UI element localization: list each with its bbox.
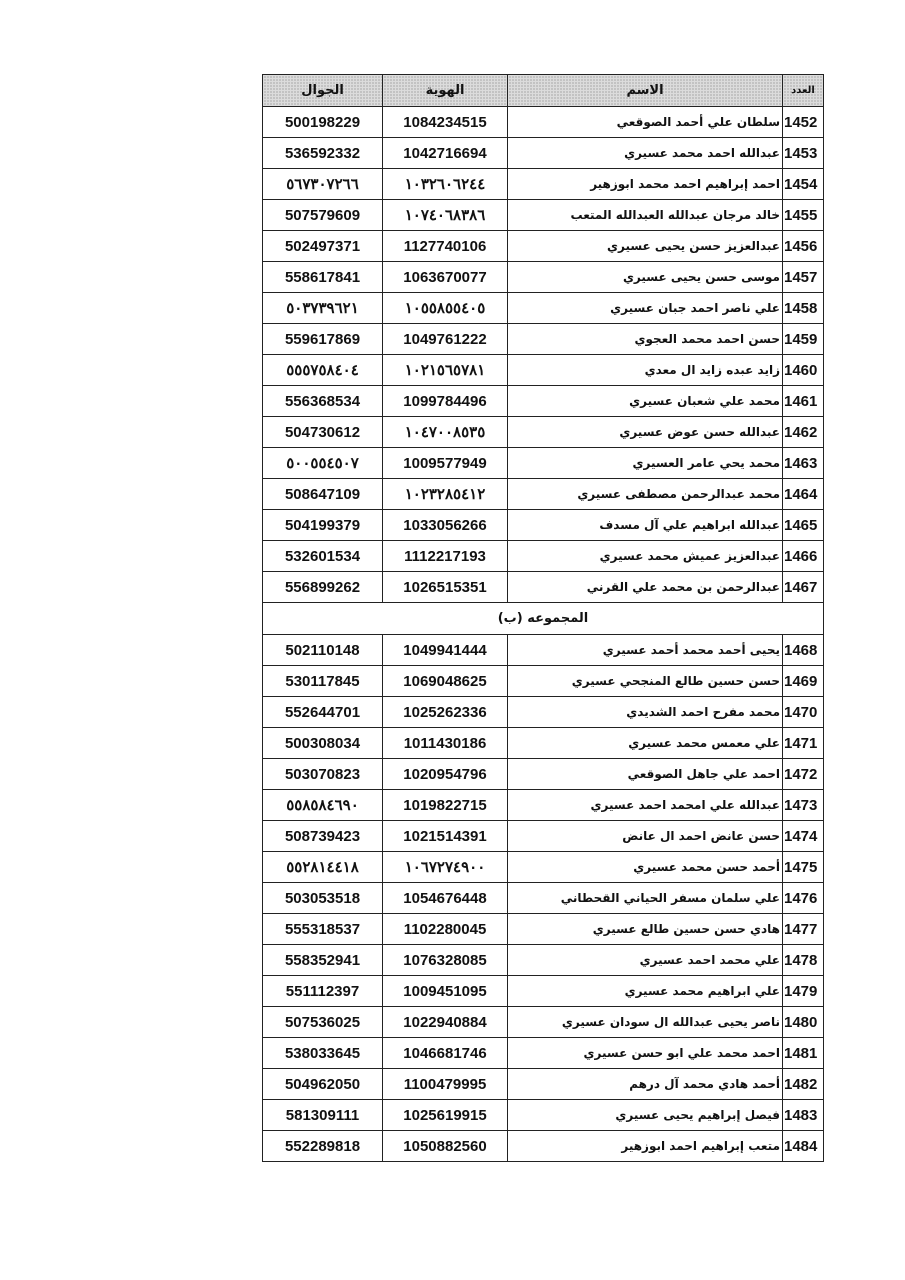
id-cell: 1099784496 bbox=[383, 386, 508, 417]
table-row bbox=[263, 448, 824, 479]
index-cell: 1469 bbox=[783, 666, 824, 697]
name-cell: حسن عانض احمد ال عانض bbox=[508, 821, 783, 852]
name-cell: محمد علي شعبان عسيري bbox=[508, 386, 783, 417]
name-cell: عبدالله علي امحمد احمد عسيري bbox=[508, 790, 783, 821]
name-cell: موسى حسن يحيى عسيري bbox=[508, 262, 783, 293]
id-cell: ١٠٣٢٦٠٦٢٤٤ bbox=[383, 169, 508, 200]
name-cell: علي ابراهيم محمد عسيري bbox=[508, 976, 783, 1007]
name-cell: حسن حسين طالع المنجحي عسيري bbox=[508, 666, 783, 697]
id-cell: 1127740106 bbox=[383, 231, 508, 262]
phone-cell: ٥٦٧٣٠٧٢٦٦ bbox=[263, 169, 383, 200]
index-cell: 1479 bbox=[783, 976, 824, 1007]
index-cell: 1460 bbox=[783, 355, 824, 386]
index-cell: 1480 bbox=[783, 1007, 824, 1038]
phone-cell: 532601534 bbox=[263, 541, 383, 572]
table-row bbox=[263, 324, 824, 355]
name-cell: علي سلمان مسفر الحياني القحطاني bbox=[508, 883, 783, 914]
index-cell: 1453 bbox=[783, 138, 824, 169]
table-row bbox=[263, 417, 824, 448]
index-cell: 1462 bbox=[783, 417, 824, 448]
name-cell: محمد مفرح احمد الشديدي bbox=[508, 697, 783, 728]
phone-cell: 581309111 bbox=[263, 1100, 383, 1131]
index-cell: 1456 bbox=[783, 231, 824, 262]
index-cell: 1478 bbox=[783, 945, 824, 976]
phone-cell: 559617869 bbox=[263, 324, 383, 355]
header-row bbox=[263, 75, 824, 107]
table-row bbox=[263, 666, 824, 697]
id-cell: 1069048625 bbox=[383, 666, 508, 697]
index-cell: 1452 bbox=[783, 107, 824, 138]
name-cell: عبدالله حسن عوض عسيري bbox=[508, 417, 783, 448]
header-id: الهوية bbox=[383, 75, 508, 107]
table-row bbox=[263, 355, 824, 386]
id-cell: 1046681746 bbox=[383, 1038, 508, 1069]
table-row bbox=[263, 231, 824, 262]
id-cell: 1025619915 bbox=[383, 1100, 508, 1131]
table-row bbox=[263, 1069, 824, 1100]
id-cell: ١٠٢١٥٦٥٧٨١ bbox=[383, 355, 508, 386]
index-cell: 1459 bbox=[783, 324, 824, 355]
table-row bbox=[263, 1131, 824, 1162]
phone-cell: 551112397 bbox=[263, 976, 383, 1007]
name-cell: يحيى أحمد محمد أحمد عسيري bbox=[508, 635, 783, 666]
index-cell: 1484 bbox=[783, 1131, 824, 1162]
index-cell: 1482 bbox=[783, 1069, 824, 1100]
name-cell: عبدالرحمن بن محمد علي القرني bbox=[508, 572, 783, 603]
id-cell: 1025262336 bbox=[383, 697, 508, 728]
index-cell: 1458 bbox=[783, 293, 824, 324]
id-cell: 1009577949 bbox=[383, 448, 508, 479]
phone-cell: 504730612 bbox=[263, 417, 383, 448]
phone-cell: 536592332 bbox=[263, 138, 383, 169]
table-row bbox=[263, 169, 824, 200]
name-cell: عبدالعزيز عميش محمد عسيري bbox=[508, 541, 783, 572]
header-index: العدد bbox=[783, 75, 824, 107]
id-cell: 1019822715 bbox=[383, 790, 508, 821]
index-cell: 1454 bbox=[783, 169, 824, 200]
table-row bbox=[263, 1007, 824, 1038]
phone-cell: 558352941 bbox=[263, 945, 383, 976]
table-row bbox=[263, 200, 824, 231]
header-phone: الجوال bbox=[263, 75, 383, 107]
roster-body bbox=[263, 107, 824, 1162]
id-cell: 1084234515 bbox=[383, 107, 508, 138]
index-cell: 1465 bbox=[783, 510, 824, 541]
name-cell: أحمد حسن محمد عسيري bbox=[508, 852, 783, 883]
name-cell: حسن احمد محمد العجوي bbox=[508, 324, 783, 355]
index-cell: 1457 bbox=[783, 262, 824, 293]
header-name: الاسم bbox=[508, 75, 783, 107]
table-row bbox=[263, 386, 824, 417]
index-cell: 1461 bbox=[783, 386, 824, 417]
id-cell: 1063670077 bbox=[383, 262, 508, 293]
phone-cell: 558617841 bbox=[263, 262, 383, 293]
index-cell: 1472 bbox=[783, 759, 824, 790]
name-cell: علي محمد احمد عسيري bbox=[508, 945, 783, 976]
name-cell: هادي حسن حسين طالع عسيري bbox=[508, 914, 783, 945]
table-row bbox=[263, 728, 824, 759]
id-cell: ١٠٤٧٠٠٨٥٣٥ bbox=[383, 417, 508, 448]
id-cell: 1049941444 bbox=[383, 635, 508, 666]
name-cell: علي ناصر احمد جبان عسيري bbox=[508, 293, 783, 324]
table-row bbox=[263, 262, 824, 293]
table-row bbox=[263, 1100, 824, 1131]
name-cell: محمد عبدالرحمن مصطفى عسيري bbox=[508, 479, 783, 510]
phone-cell: 552644701 bbox=[263, 697, 383, 728]
phone-cell: 552289818 bbox=[263, 1131, 383, 1162]
id-cell: 1100479995 bbox=[383, 1069, 508, 1100]
id-cell: ١٠٥٥٨٥٥٤٠٥ bbox=[383, 293, 508, 324]
index-cell: 1475 bbox=[783, 852, 824, 883]
table-row bbox=[263, 759, 824, 790]
phone-cell: 507536025 bbox=[263, 1007, 383, 1038]
name-cell: أحمد هادي محمد آل درهم bbox=[508, 1069, 783, 1100]
name-cell: احمد علي جاهل الصوقعي bbox=[508, 759, 783, 790]
table-row bbox=[263, 107, 824, 138]
index-cell: 1455 bbox=[783, 200, 824, 231]
index-cell: 1470 bbox=[783, 697, 824, 728]
phone-cell: 507579609 bbox=[263, 200, 383, 231]
index-cell: 1467 bbox=[783, 572, 824, 603]
phone-cell: 500308034 bbox=[263, 728, 383, 759]
table-row bbox=[263, 883, 824, 914]
phone-cell: 503053518 bbox=[263, 883, 383, 914]
table-row bbox=[263, 572, 824, 603]
id-cell: 1049761222 bbox=[383, 324, 508, 355]
phone-cell: 538033645 bbox=[263, 1038, 383, 1069]
id-cell: 1011430186 bbox=[383, 728, 508, 759]
table-row bbox=[263, 790, 824, 821]
id-cell: 1033056266 bbox=[383, 510, 508, 541]
id-cell: ١٠٦٧٢٧٤٩٠٠ bbox=[383, 852, 508, 883]
id-cell: 1054676448 bbox=[383, 883, 508, 914]
id-cell: 1020954796 bbox=[383, 759, 508, 790]
id-cell: 1026515351 bbox=[383, 572, 508, 603]
table-row bbox=[263, 635, 824, 666]
phone-cell: 502110148 bbox=[263, 635, 383, 666]
group-row bbox=[263, 603, 824, 635]
id-cell: 1112217193 bbox=[383, 541, 508, 572]
table-row bbox=[263, 945, 824, 976]
group-b-label: المجموعه (ب) bbox=[263, 603, 824, 635]
id-cell: 1022940884 bbox=[383, 1007, 508, 1038]
index-cell: 1474 bbox=[783, 821, 824, 852]
table-row bbox=[263, 852, 824, 883]
name-cell: علي معمس محمد عسيري bbox=[508, 728, 783, 759]
id-cell: 1021514391 bbox=[383, 821, 508, 852]
table-row bbox=[263, 293, 824, 324]
index-cell: 1476 bbox=[783, 883, 824, 914]
name-cell: ناصر يحيى عبدالله ال سودان عسيري bbox=[508, 1007, 783, 1038]
name-cell: سلطان علي أحمد الصوقعي bbox=[508, 107, 783, 138]
phone-cell: ٥٥٢٨١٤٤١٨ bbox=[263, 852, 383, 883]
id-cell: ١٠٧٤٠٦٨٣٨٦ bbox=[383, 200, 508, 231]
table-row bbox=[263, 914, 824, 945]
phone-cell: 500198229 bbox=[263, 107, 383, 138]
table-row bbox=[263, 479, 824, 510]
phone-cell: 555318537 bbox=[263, 914, 383, 945]
id-cell: 1050882560 bbox=[383, 1131, 508, 1162]
name-cell: متعب إبراهيم احمد ابوزهير bbox=[508, 1131, 783, 1162]
name-cell: احمد محمد علي ابو حسن عسيري bbox=[508, 1038, 783, 1069]
phone-cell: 502497371 bbox=[263, 231, 383, 262]
index-cell: 1473 bbox=[783, 790, 824, 821]
name-cell: احمد إبراهيم احمد محمد ابوزهير bbox=[508, 169, 783, 200]
phone-cell: ٥٠٠٥٥٤٥٠٧ bbox=[263, 448, 383, 479]
name-cell: فيصل إبراهيم يحيى عسيري bbox=[508, 1100, 783, 1131]
name-cell: عبدالله ابراهيم علي آل مسدف bbox=[508, 510, 783, 541]
index-cell: 1477 bbox=[783, 914, 824, 945]
roster-table bbox=[262, 74, 824, 1162]
id-cell: 1102280045 bbox=[383, 914, 508, 945]
id-cell: ١٠٢٣٢٨٥٤١٢ bbox=[383, 479, 508, 510]
phone-cell: ٥٥٥٧٥٨٤٠٤ bbox=[263, 355, 383, 386]
phone-cell: 556368534 bbox=[263, 386, 383, 417]
table-row bbox=[263, 541, 824, 572]
phone-cell: 504962050 bbox=[263, 1069, 383, 1100]
index-cell: 1483 bbox=[783, 1100, 824, 1131]
name-cell: خالد مرجان عبدالله العبدالله المتعب bbox=[508, 200, 783, 231]
name-cell: زايد عبده زايد ال معدي bbox=[508, 355, 783, 386]
id-cell: 1076328085 bbox=[383, 945, 508, 976]
name-cell: محمد يحي عامر العسيري bbox=[508, 448, 783, 479]
index-cell: 1471 bbox=[783, 728, 824, 759]
index-cell: 1464 bbox=[783, 479, 824, 510]
id-cell: 1042716694 bbox=[383, 138, 508, 169]
name-cell: عبدالعزيز حسن يحيى عسيري bbox=[508, 231, 783, 262]
table-row bbox=[263, 821, 824, 852]
phone-cell: ٥٠٣٧٣٩٦٢١ bbox=[263, 293, 383, 324]
table-row bbox=[263, 697, 824, 728]
phone-cell: 556899262 bbox=[263, 572, 383, 603]
index-cell: 1463 bbox=[783, 448, 824, 479]
index-cell: 1466 bbox=[783, 541, 824, 572]
id-cell: 1009451095 bbox=[383, 976, 508, 1007]
index-cell: 1468 bbox=[783, 635, 824, 666]
phone-cell: 508647109 bbox=[263, 479, 383, 510]
name-cell: عبدالله احمد محمد عسيري bbox=[508, 138, 783, 169]
table-row bbox=[263, 138, 824, 169]
table-row bbox=[263, 510, 824, 541]
phone-cell: 503070823 bbox=[263, 759, 383, 790]
table-row bbox=[263, 976, 824, 1007]
phone-cell: ٥٥٨٥٨٤٦٩٠ bbox=[263, 790, 383, 821]
table-row bbox=[263, 1038, 824, 1069]
phone-cell: 504199379 bbox=[263, 510, 383, 541]
index-cell: 1481 bbox=[783, 1038, 824, 1069]
phone-cell: 530117845 bbox=[263, 666, 383, 697]
phone-cell: 508739423 bbox=[263, 821, 383, 852]
